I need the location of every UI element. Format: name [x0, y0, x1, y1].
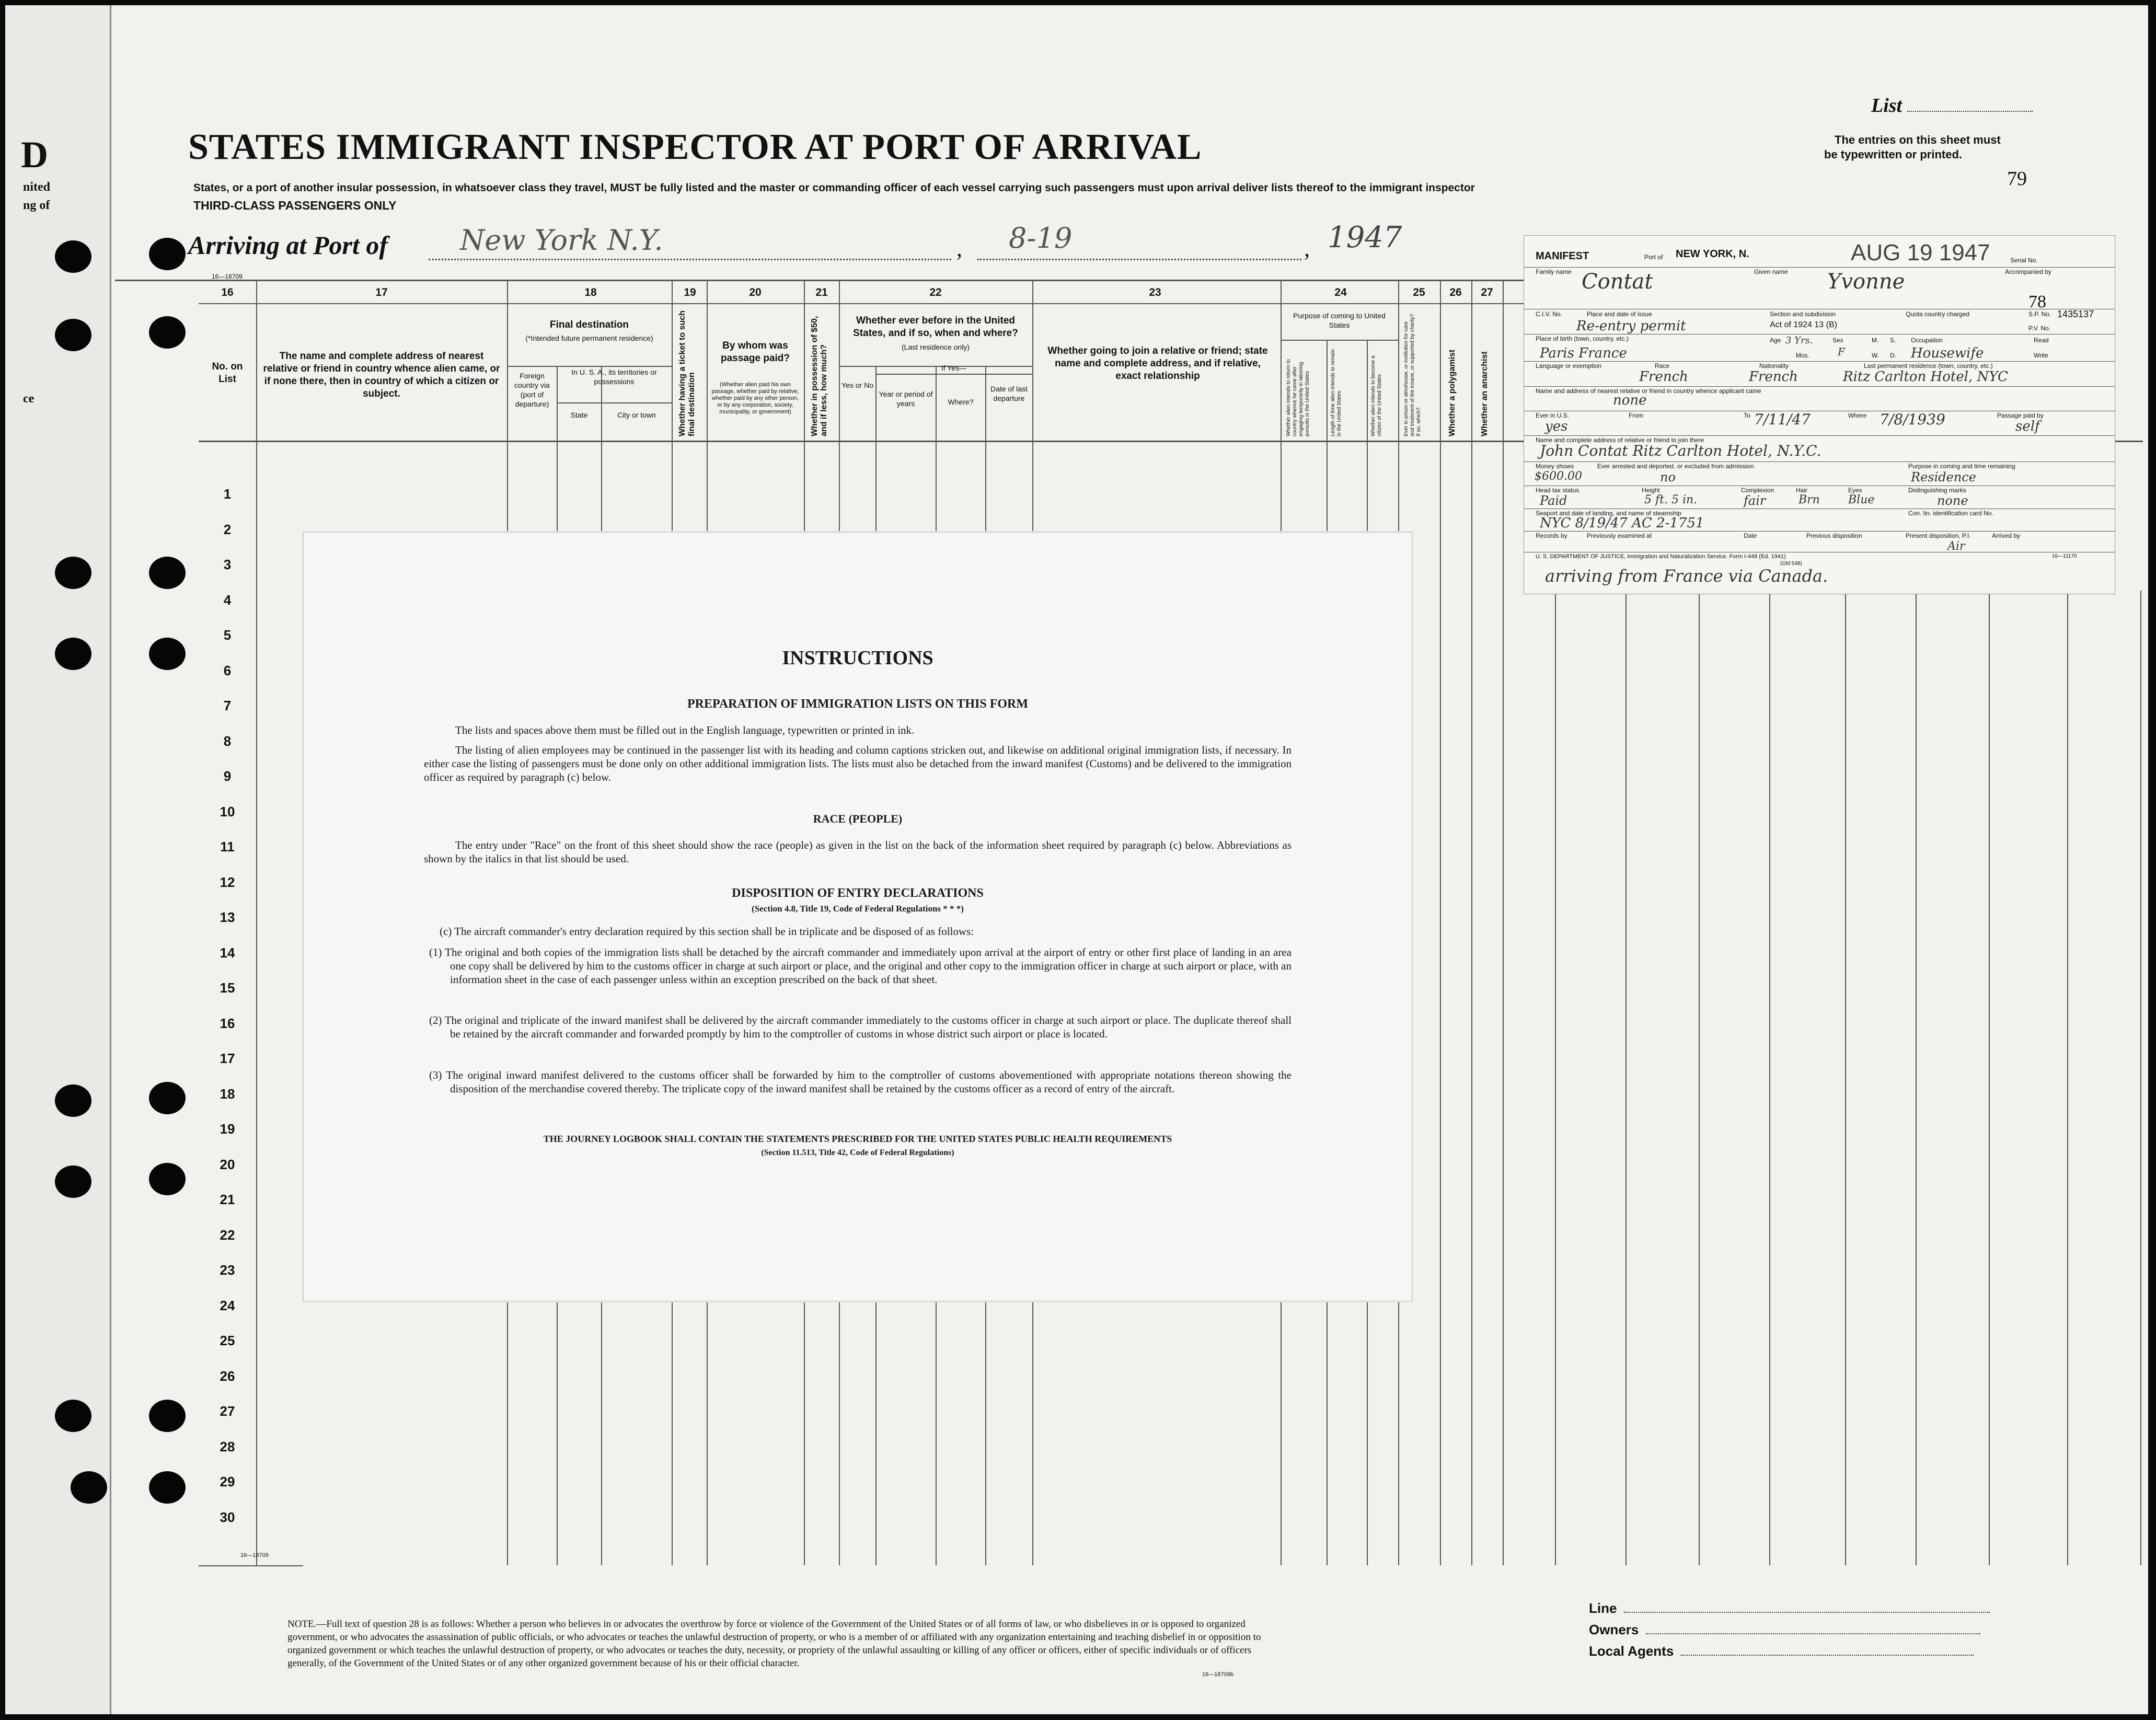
typewritten-note-1: The entries on this sheet must — [1835, 133, 2001, 146]
row-number: 29 — [220, 1474, 235, 1490]
card-nationality-value: French — [1749, 369, 1798, 385]
port-underline — [429, 259, 951, 260]
footer-note-code: 16—18709b — [1202, 1671, 1233, 1678]
card-quota-label: Quota country charged — [1906, 310, 1970, 318]
card-seaport-label: Seaport and date of landing, and name of steamship — [1536, 510, 1681, 517]
card-passage-label: Passage paid by — [1997, 412, 2044, 419]
card-ever-label: Ever in U.S. — [1536, 412, 1570, 419]
list-label: List — [1871, 94, 2033, 117]
header-no-on-list: No. on List — [212, 361, 243, 385]
col-divider — [1845, 591, 1846, 1565]
card-s-label: S. — [1890, 337, 1896, 344]
row-number: 13 — [220, 909, 235, 925]
card-line — [1524, 361, 2115, 362]
comma-2: , — [1304, 236, 1310, 261]
header-col24-b: Length of time alien intends to remain in the United States — [1330, 349, 1342, 436]
arriving-label: Arriving at Port of — [188, 230, 388, 260]
header-col18-state: State — [570, 411, 588, 419]
col-divider — [256, 280, 257, 1565]
row-number: 12 — [220, 874, 235, 890]
header-col23: Whether going to join a relative or friend; state name and complete address, and if relative, exact relationship — [1047, 345, 1268, 382]
row-number: 14 — [220, 945, 235, 961]
card-eyes-value: Blue — [1848, 493, 1875, 506]
row-number: 19 — [220, 1121, 235, 1137]
card-to-label: To — [1744, 412, 1750, 419]
col-divider — [2067, 591, 2068, 1565]
card-ever-value: yes — [1545, 419, 1568, 434]
instructions-p5: (1) The original and both copies of the immigration lists shall be detached by the aircraft commander and immediately upon arrival at the airport of entry or other first place of landing in an area one copy shall be delivered by him to the customs officer in charge at such airport or place, and the original and other copy to the immigration officer in charge at such airport or place, with an information sheet in the case of each passenger unless within an exception prescribed on the back of that sheet. — [429, 946, 1292, 986]
header-col18-foreign: Foreign country via (port of departure) — [514, 372, 550, 408]
instructions-p4: (c) The aircraft commander's entry declaration required by this section shall be in triplicate and be disposed of as follows: — [440, 925, 974, 938]
card-accompanied-label: Accompanied by — [2005, 268, 2051, 275]
header-col17: The name and complete address of nearest relative or friend in country whence alien came, or if none there, then in country of which a citizen or subject. — [263, 351, 500, 399]
table-top-line — [115, 280, 1526, 281]
page-title: STATES IMMIGRANT INSPECTOR AT PORT OF ARRIVAL — [188, 127, 1202, 167]
card-line — [1524, 461, 2115, 462]
instructions-section-2: RACE (PEOPLE) — [813, 812, 903, 825]
card-date-label: Date — [1744, 532, 1757, 539]
card-write-label: Write — [2034, 352, 2048, 359]
col-divider — [1555, 591, 1556, 1565]
col-divider — [2140, 591, 2141, 1565]
header-col20-title: By whom was passage paid? — [721, 340, 790, 364]
header-col22-title: Whether ever before in the United States, and if so, when and where? — [853, 315, 1018, 339]
punch-hole — [149, 1400, 186, 1432]
header-subtitle: States, or a port of another insular possession, in whatsoever class they travel, MUST be fully listed and the master or commanding officer of each vessel carrying such passengers must upon arrival deliver lists thereof to the immigrant inspector — [193, 182, 1475, 194]
comma-1: , — [956, 236, 962, 261]
card-section-value: Act of 1924 13 (B) — [1770, 320, 1837, 329]
col-num-22: 22 — [929, 286, 942, 298]
card-sp-value: 1435137 — [2057, 309, 2094, 319]
card-civ-label: C.I.V. No. — [1536, 310, 1562, 318]
row-number: 10 — [220, 804, 235, 819]
card-read-label: Read — [2034, 337, 2049, 344]
card-records-label: Records by — [1536, 532, 1567, 539]
row-number: 6 — [223, 663, 232, 678]
card-race-label: Race — [1655, 362, 1670, 370]
punch-hole — [55, 240, 91, 273]
header-col22-year: Year or period of years — [879, 390, 933, 408]
header-col24-a: Whether alien intends to return to country whence he came after engaging temporarily in laboring pursuits in the United States — [1286, 359, 1310, 436]
card-arrested-label: Ever arrested and deported, or excluded from admission — [1597, 463, 1754, 470]
card-age-value: 3 Yrs. — [1785, 335, 1813, 346]
card-marks-label: Distinguishing marks — [1908, 487, 1966, 494]
card-to-value: 7/11/47 — [1754, 411, 1811, 428]
card-complexion-label: Complexion — [1741, 487, 1774, 494]
card-serial-label: Serial No. — [2010, 257, 2038, 264]
row-number: 26 — [220, 1368, 235, 1384]
card-height-value: 5 ft. 5 in. — [1644, 493, 1698, 506]
punch-hole — [55, 557, 91, 589]
card-number: 78 — [2028, 292, 2046, 311]
punch-hole — [149, 1471, 186, 1504]
row-number: 7 — [223, 698, 232, 713]
card-occupation-label: Occupation — [1911, 337, 1943, 344]
card-sp-label: S.P. No. — [2028, 310, 2051, 318]
header-col18-usa: In U. S. A., its territories or possessions — [571, 368, 657, 386]
col-num-19: 19 — [684, 286, 696, 298]
port-handwritten: New York N.Y. — [460, 224, 663, 257]
card-occupation-value: Housewife — [1911, 345, 1984, 361]
card-complexion-value: fair — [1744, 493, 1766, 508]
row-number: 1 — [223, 486, 232, 502]
header-col26: Whether a polygamist — [1448, 349, 1457, 436]
manifest-page — [5, 5, 2148, 1714]
typewritten-note-2: be typewritten or printed. — [1824, 148, 1963, 161]
card-purpose-value: Residence — [1911, 470, 1976, 484]
card-hair-label: Hair — [1796, 487, 1808, 494]
table-bottom-line — [199, 1565, 303, 1566]
card-m-label: M. — [1872, 337, 1879, 344]
footer-agents-label: Local Agents — [1589, 1643, 1974, 1659]
card-prev-exam-label: Previously examined at — [1587, 532, 1652, 539]
card-money-label: Money shows — [1536, 463, 1574, 470]
card-eyes-label: Eyes — [1848, 487, 1862, 494]
form-code-bottom: 16—18709 — [240, 1552, 269, 1559]
card-residence-value: Ritz Carlton Hotel, NYC — [1843, 369, 2008, 385]
punch-hole — [55, 638, 91, 670]
header-col24-title: Purpose of coming to United States — [1293, 311, 1386, 329]
instructions-section-3-sub: (Section 4.8, Title 19, Code of Federal Regulations * * *) — [752, 904, 964, 914]
instructions-p3: The entry under "Race" on the front of this sheet should show the race (people) as given in the list on the back of the information sheet required by paragraph (c) below. Abbreviations as shown by the italics in that list should be used. — [424, 839, 1292, 865]
col-divider — [1769, 591, 1770, 1565]
col-divider — [1503, 280, 1504, 1565]
col-num-17: 17 — [375, 286, 388, 298]
row-number: 17 — [220, 1051, 235, 1066]
instructions-section-3: DISPOSITION OF ENTRY DECLARATIONS — [732, 886, 984, 900]
row-number: 18 — [220, 1086, 235, 1102]
col-divider — [1471, 280, 1472, 1565]
column-number-line — [199, 303, 1526, 304]
row-number: 2 — [223, 522, 232, 537]
card-family-name-label: Family name — [1536, 268, 1572, 275]
punch-hole — [55, 1084, 91, 1117]
instructions-p6: (2) The original and triplicate of the inward manifest shall be delivered by the aircraft commander immediately to the customs officer in charge at such airport or place. The duplicate thereof shall be retained by the aircraft commander and forwarded promptly by him to the comptroller of customs in whose district such airport or place is located. — [429, 1014, 1292, 1040]
year-handwritten: 1947 — [1328, 221, 1402, 255]
punch-hole — [149, 557, 186, 589]
footer-line-label: Line — [1589, 1600, 1990, 1617]
punch-hole — [149, 1082, 186, 1114]
card-height-label: Height — [1642, 487, 1660, 494]
row-number: 4 — [223, 592, 232, 608]
card-headtax-label: Head tax status — [1536, 487, 1579, 494]
partial-letter: D — [21, 134, 48, 176]
row-number: 20 — [220, 1157, 235, 1172]
card-purpose-label: Purpose in coming and time remaining — [1908, 463, 2015, 470]
instructions-final-1: THE JOURNEY LOGBOOK SHALL CONTAIN THE STATEMENTS PRESCRIBED FOR THE UNITED STATES PUBLIC HEALTH REQUIREMENTS — [543, 1134, 1172, 1144]
subheader-line — [507, 366, 672, 367]
col-num-24: 24 — [1334, 286, 1347, 298]
left-edge-text-2: ng of — [23, 199, 50, 212]
col-num-20: 20 — [749, 286, 762, 298]
punch-hole — [71, 1471, 107, 1504]
card-nationality-label: Nationality — [1759, 362, 1789, 370]
instructions-p1: The lists and spaces above them must be filled out in the English language, typewritten or printed in ink. — [455, 724, 915, 736]
row-number: 11 — [220, 839, 235, 855]
card-pv-label: P.V. No. — [2028, 325, 2051, 332]
card-join-label: Name and complete address of relative or friend to join there — [1536, 436, 1704, 444]
card-manifest-label: MANIFEST — [1536, 250, 1589, 262]
instructions-section-1: PREPARATION OF IMMIGRATION LISTS ON THIS FORM — [687, 697, 1029, 711]
card-relative-value: none — [1613, 393, 1647, 408]
card-money-value: $600.00 — [1535, 470, 1582, 483]
card-conlin-label: Con. lin. identification card No. — [1908, 510, 1993, 517]
card-birth-label: Place of birth (town, country, etc.) — [1536, 335, 1629, 342]
footer-owners-label: Owners — [1589, 1622, 1980, 1638]
card-join-value: John Contat Ritz Carlton Hotel, N.Y.C. — [1540, 442, 1821, 459]
header-col22-where: Where? — [948, 398, 974, 406]
class-line: THIRD-CLASS PASSENGERS ONLY — [193, 199, 397, 212]
form-code-top: 16—18709 — [212, 273, 243, 280]
subheader-line — [1281, 340, 1398, 341]
row-number: 28 — [220, 1439, 235, 1455]
row-number: 22 — [220, 1227, 235, 1243]
col-num-26: 26 — [1449, 286, 1462, 298]
punch-hole — [149, 316, 186, 349]
card-age-label: Age — [1770, 337, 1781, 344]
card-footer-code: 16—11170 — [2052, 553, 2077, 559]
footer-note: NOTE.—Full text of question 28 is as follows: Whether a person who believes in or advocates the overthrow by force or violence of the Government of the United States or of all forms of law, or who disbelieves in or is opposed to organized government, or who advocates the assassination of public officials, or who advocates or teaches the unlawful destruction of property, or who is a member of or affiliated with any organization entertaining and teaching disbelief in or opposition to organized government or which teaches the unlawful destruction of property, or who advocates or teaches the duty, necessity, or propriety of the unlawful assaulting or killing of any officer or officers, either of specific individuals or of officers generally, of the Government of the United States or of any other organized government because of his or their official character. — [287, 1619, 1261, 1669]
instructions-sheet — [303, 532, 1412, 1301]
card-where-label: Where — [1848, 412, 1867, 419]
card-arrested-value: no — [1660, 470, 1676, 484]
punch-hole — [149, 1163, 186, 1195]
col-divider — [1440, 280, 1441, 1565]
col-divider — [1916, 591, 1917, 1565]
header-col25: Ever in prison or almshouse, or institution for care and treatment of the insane, or supported by charity? If so, which? — [1403, 314, 1422, 436]
card-from-label: From — [1629, 412, 1643, 419]
punch-hole — [55, 319, 91, 351]
sheet-number: 79 — [2007, 168, 2027, 190]
row-number: 27 — [220, 1403, 235, 1419]
instructions-p7: (3) The original inward manifest delivered to the customs officer shall be forwarded by him to the comptroller of customs abovementioned with appropriate notations thereon showing the disposition of the merchandise covered thereby. The triplicate copy of the inward manifest shall be retained by the customs officer as a record of entry of the aircraft. — [429, 1069, 1292, 1095]
card-port-label: Port of — [1644, 253, 1663, 261]
card-months-label: Mos. — [1796, 352, 1810, 359]
header-col18-title: Final destination — [550, 319, 629, 330]
row-number: 30 — [220, 1509, 235, 1525]
card-sex-value: F — [1838, 345, 1845, 358]
card-relative-label: Name and address of nearest relative or friend in country whence applicant came — [1536, 387, 1761, 395]
card-language-label: Language or exemption — [1536, 362, 1602, 370]
header-col22-yesno: Yes or No — [841, 381, 873, 389]
card-section-label: Section and subdivision — [1770, 310, 1836, 318]
instructions-final-2: (Section 11.513, Title 42, Code of Federal Regulations) — [761, 1148, 954, 1157]
card-line — [1524, 386, 2115, 387]
row-number: 25 — [220, 1333, 235, 1348]
header-col22-sub: (Last residence only) — [902, 343, 970, 351]
punch-hole — [149, 638, 186, 670]
punch-hole — [55, 1400, 91, 1432]
card-marks-value: none — [1937, 493, 1968, 508]
card-place-issue: Re-entry permit — [1576, 318, 1686, 334]
punch-hole — [149, 238, 186, 270]
card-d-label: D. — [1890, 352, 1896, 359]
col-num-21: 21 — [815, 286, 828, 298]
row-number: 5 — [223, 627, 232, 643]
date-underline — [977, 259, 1301, 260]
card-line — [1524, 435, 2115, 436]
manifest-card — [1524, 235, 2115, 594]
col-divider — [1699, 591, 1700, 1565]
header-col20-sub: (Whether alien paid his own passage, whether paid by relative, whether paid by any other person, or by any corporation, society, municipality, or government) — [711, 382, 799, 415]
col-num-23: 23 — [1149, 286, 1161, 298]
card-family-name: Contat — [1582, 270, 1653, 294]
card-given-name-label: Given name — [1754, 268, 1788, 275]
header-col19: Whether having a ticket to such final destination — [678, 310, 696, 436]
card-headtax-value: Paid — [1540, 493, 1567, 508]
row-number: 9 — [223, 768, 232, 784]
col-num-27: 27 — [1481, 286, 1493, 298]
instructions-title: INSTRUCTIONS — [782, 647, 933, 669]
row-number: 23 — [220, 1262, 235, 1278]
subheader-line — [875, 374, 1032, 375]
card-passage-value: self — [2015, 419, 2040, 434]
card-line — [1524, 531, 2115, 532]
card-race-value: French — [1639, 369, 1688, 385]
card-arrived-label: Arrived by — [1992, 532, 2021, 539]
card-note-handwritten: arriving from France via Canada. — [1545, 566, 1828, 586]
left-edge-text-3: ce — [23, 392, 34, 406]
card-sex-label: Sex — [1832, 337, 1843, 344]
row-number: 24 — [220, 1298, 235, 1313]
card-stamp-date: AUG 19 1947 — [1851, 240, 1990, 265]
header-col24-c: Whether alien intends to become a citizen of the United States — [1370, 355, 1382, 436]
card-residence-label: Last permanent residence (town, country, etc.) — [1864, 362, 1993, 370]
col-divider — [1989, 591, 1990, 1565]
col-num-25: 25 — [1413, 286, 1425, 298]
card-arrived-value: Air — [1947, 540, 1965, 553]
card-footer-old: (Old 548) — [1780, 561, 1802, 567]
card-where-value: 7/8/1939 — [1880, 411, 1945, 428]
subheader-line — [557, 402, 672, 403]
row-number: 8 — [223, 733, 232, 749]
card-port-value: NEW YORK, N. — [1676, 248, 1749, 260]
header-col18-sub: (*Intended future permanent residence) — [525, 334, 653, 342]
header-col22-date: Date of last departure — [990, 385, 1028, 402]
row-number: 3 — [223, 557, 232, 572]
punch-hole — [55, 1165, 91, 1198]
card-line — [1524, 267, 2115, 268]
header-col21: Whether in possession of $50, and if less, how much? — [810, 316, 828, 436]
left-edge-text-1: nited — [23, 180, 51, 194]
card-hair-value: Brn — [1798, 493, 1820, 506]
card-present-disp-label: Present disposition, P.I. — [1906, 532, 1971, 539]
header-col18-city: City or town — [617, 411, 656, 419]
card-prev-disp-label: Previous disposition — [1806, 532, 1862, 539]
row-number: 15 — [220, 980, 235, 996]
date-handwritten: 8-19 — [1009, 222, 1073, 255]
row-number: 21 — [220, 1192, 235, 1207]
instructions-p2: The listing of alien employees may be continued in the passenger list with its heading and column captions stricken out, and likewise on additional original immigration lists, if necessary. In either case the listing of passengers must be done only on other additional immigration lists. The lists must also be detached from the inward manifest (Customs) and be delivered to the immigration officer as required by paragraph (c) below. — [424, 744, 1292, 783]
col-divider — [1625, 591, 1627, 1565]
card-footer: U. S. DEPARTMENT OF JUSTICE, Immigration and Naturalization Service. Form I-448 (Ed. 1941) — [1536, 553, 1786, 560]
card-w-label: W. — [1872, 352, 1879, 359]
col-num-18: 18 — [584, 286, 597, 298]
card-birth-value: Paris France — [1540, 345, 1627, 361]
col-num-16: 16 — [221, 286, 234, 298]
card-seaport-value: NYC 8/19/47 AC 2-1751 — [1540, 515, 1704, 531]
card-place-issue-label: Place and date of issue — [1587, 310, 1652, 318]
header-col27: Whether an anarchist — [1480, 351, 1489, 436]
header-col22-ifyes: If Yes— — [941, 364, 967, 372]
card-given-name: Yvonne — [1827, 270, 1905, 294]
row-number: 16 — [220, 1015, 235, 1031]
